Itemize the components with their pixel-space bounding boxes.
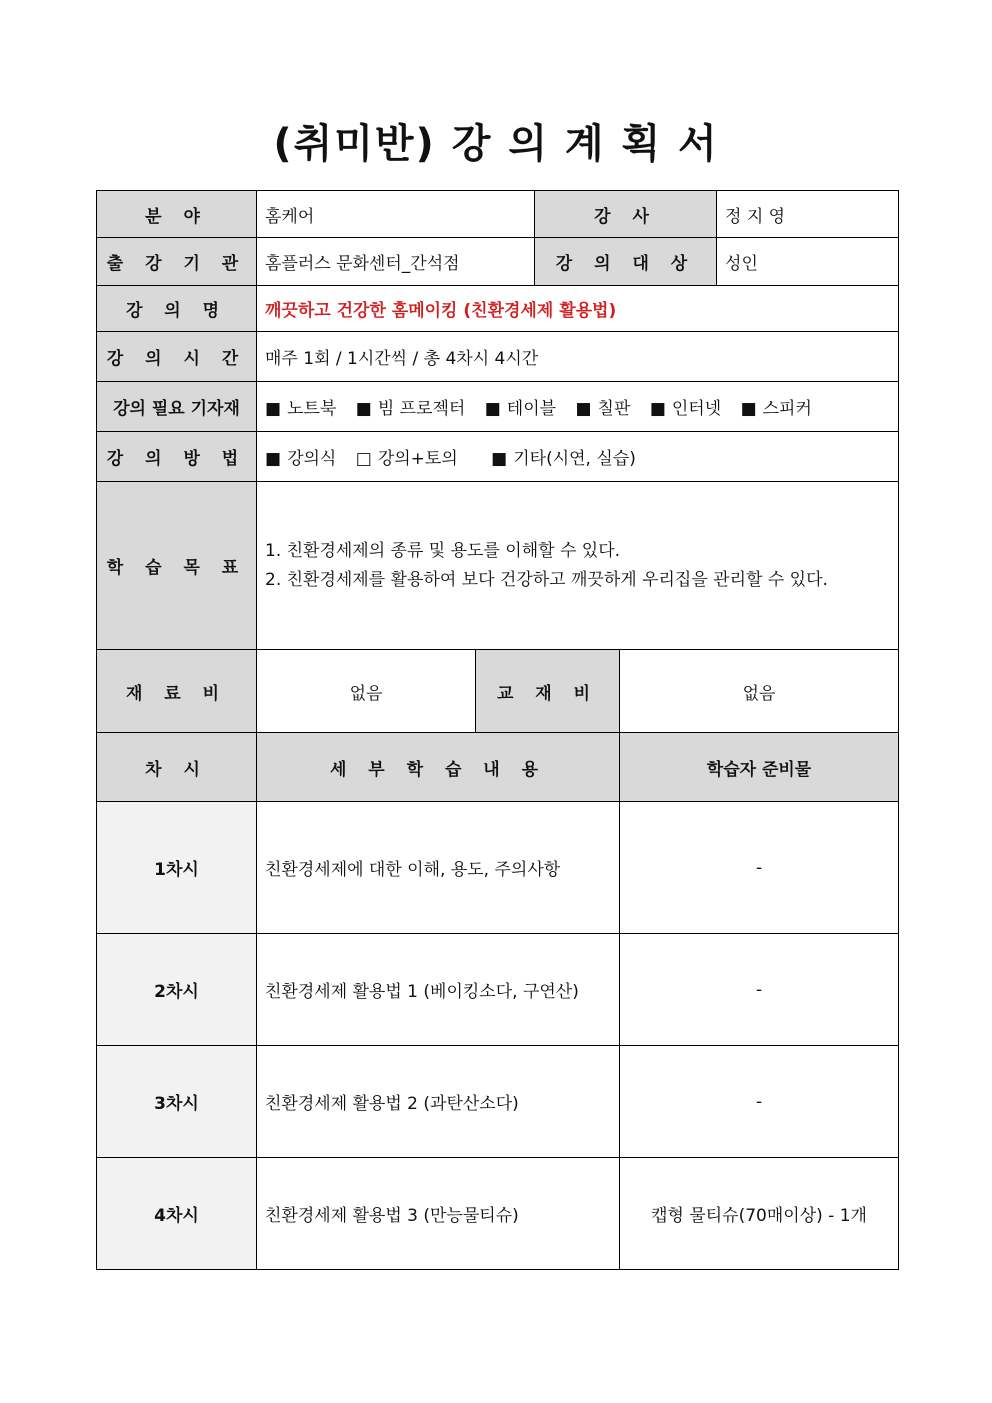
session-header: 차 시 <box>97 733 257 802</box>
checkbox-checked-icon: ■ <box>355 399 372 419</box>
row-field <box>97 191 899 238</box>
row-time <box>97 332 899 382</box>
document-title: (취미반) 강 의 계 획 서 <box>273 121 719 167</box>
checkbox-empty-icon: □ <box>355 449 372 469</box>
goal-list <box>257 482 899 650</box>
checkbox-checked-icon: ■ <box>491 449 508 469</box>
session-name: 1차시 <box>97 802 257 934</box>
material-value: 없음 <box>257 650 476 733</box>
target-label: 강 의 대 상 <box>535 238 717 286</box>
method-item: ■ 강의식 <box>265 449 337 469</box>
goal-item: 1. 친환경세제의 종류 및 용도를 이해할 수 있다. <box>265 540 621 561</box>
institution-value: 홈플러스 문화센터_간석점 <box>257 238 535 286</box>
institution-label: 출 강 기 관 <box>97 238 257 286</box>
course-title: 깨끗하고 건강한 홈메이킹 (친환경세제 활용법) <box>257 286 899 332</box>
row-costs <box>97 650 899 733</box>
sessions-header <box>97 733 899 802</box>
textbook-label: 교 재 비 <box>476 650 620 733</box>
material-label: 재 료 비 <box>97 650 257 733</box>
session-prep: - <box>620 934 899 1046</box>
method-item: □ 강의+토의 <box>355 449 458 469</box>
textbook-value: 없음 <box>620 650 899 733</box>
table-row <box>97 1046 899 1158</box>
table-row <box>97 802 899 934</box>
equipment-item: ■ 노트북 <box>265 399 337 419</box>
equipment-item: ■ 빔 프로젝터 <box>355 399 466 419</box>
session-prep: 캡형 물티슈(70매이상) - 1개 <box>620 1158 899 1270</box>
session-name: 2차시 <box>97 934 257 1046</box>
checkbox-checked-icon: ■ <box>575 399 592 419</box>
checkbox-checked-icon: ■ <box>649 399 666 419</box>
checkbox-checked-icon: ■ <box>484 399 501 419</box>
checkbox-checked-icon: ■ <box>265 399 282 419</box>
equipment-label: 강의 필요 기자재 <box>97 382 257 432</box>
session-content: 친환경세제 활용법 1 (베이킹소다, 구연산) <box>257 934 620 1046</box>
table-row <box>97 934 899 1046</box>
lecture-plan-table <box>96 190 899 1270</box>
session-name: 4차시 <box>97 1158 257 1270</box>
session-prep: - <box>620 1046 899 1158</box>
field-label: 분 야 <box>97 191 257 238</box>
time-value: 매주 1회 / 1시간씩 / 총 4차시 4시간 <box>257 332 899 382</box>
field-value: 홈케어 <box>257 191 535 238</box>
row-course <box>97 286 899 332</box>
course-label: 강 의 명 <box>97 286 257 332</box>
method-item: ■ 기타(시연, 실습) <box>491 449 636 469</box>
session-name: 3차시 <box>97 1046 257 1158</box>
method-label: 강 의 방 법 <box>97 432 257 482</box>
instructor-value: 정 지 영 <box>717 191 899 238</box>
content-header: 세 부 학 습 내 용 <box>257 733 620 802</box>
prep-header: 학습자 준비물 <box>620 733 899 802</box>
row-goals <box>97 482 899 650</box>
table-row <box>97 1158 899 1270</box>
row-equipment <box>97 382 899 432</box>
session-content: 친환경세제에 대한 이해, 용도, 주의사항 <box>257 802 620 934</box>
session-content: 친환경세제 활용법 3 (만능물티슈) <box>257 1158 620 1270</box>
equipment-item: ■ 인터넷 <box>649 399 722 419</box>
equipment-item: ■ 테이블 <box>484 399 557 419</box>
checkbox-checked-icon: ■ <box>740 399 757 419</box>
equipment-item: ■ 칠판 <box>575 399 631 419</box>
session-prep: - <box>620 802 899 934</box>
method-list <box>257 432 899 482</box>
row-method <box>97 432 899 482</box>
target-value: 성인 <box>717 238 899 286</box>
row-institution <box>97 238 899 286</box>
checkbox-checked-icon: ■ <box>265 449 282 469</box>
goal-label: 학 습 목 표 <box>97 482 257 650</box>
goal-item: 2. 친환경세제를 활용하여 보다 건강하고 깨끗하게 우리집을 관리할 수 있다. <box>265 569 828 590</box>
equipment-item: ■ 스피커 <box>740 399 812 419</box>
equipment-list <box>257 382 899 432</box>
instructor-label: 강 사 <box>535 191 717 238</box>
session-content: 친환경세제 활용법 2 (과탄산소다) <box>257 1046 620 1158</box>
time-label: 강 의 시 간 <box>97 332 257 382</box>
